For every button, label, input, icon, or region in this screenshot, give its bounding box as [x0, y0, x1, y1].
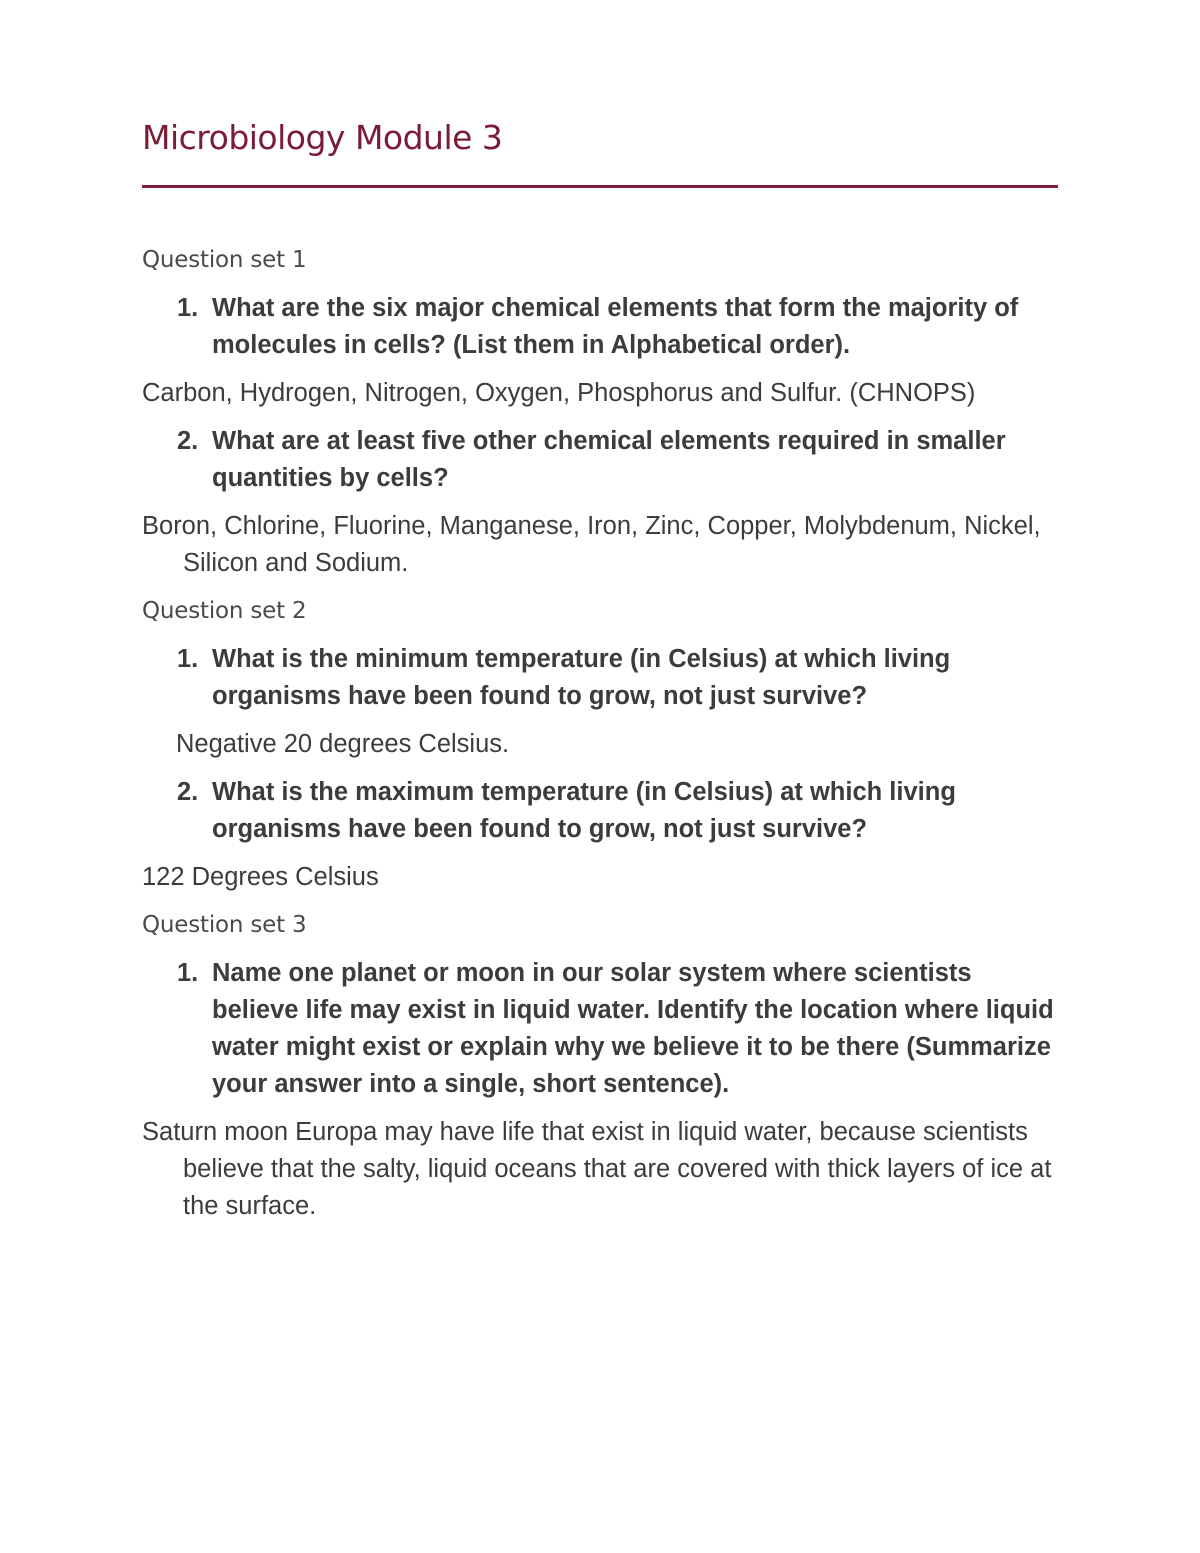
answer-1-1: Carbon, Hydrogen, Nitrogen, Oxygen, Phosphorus and Sulfur. (CHNOPS) [142, 379, 976, 407]
question-2-1 [142, 641, 1060, 715]
title-divider [142, 185, 1058, 188]
section-heading-1: Question set 1 [142, 247, 307, 273]
answer-1-2: Boron, Chlorine, Fluorine, Manganese, Iron, Zinc, Copper, Molybdenum, Nickel, Silicon and Sodium. [142, 512, 1041, 577]
answer-2-2: 122 Degrees Celsius [142, 863, 379, 891]
question-number: 2. [177, 427, 199, 455]
question-text: What are the six major chemical elements that form the majority of molecules in cells? (List them in Alphabetical order). [212, 294, 1019, 359]
question-number: 1. [177, 645, 199, 673]
section-heading-3: Question set 3 [142, 912, 307, 938]
question-number: 1. [177, 959, 199, 987]
question-number: 2. [177, 778, 199, 806]
document-title: Microbiology Module 3 [142, 118, 503, 157]
question-2-2 [142, 774, 1060, 848]
question-number: 1. [177, 294, 199, 322]
section-heading-2: Question set 2 [142, 598, 307, 624]
document-body [142, 242, 1060, 1236]
question-1-1 [142, 290, 1060, 364]
answer-2-1: Negative 20 degrees Celsius. [176, 730, 510, 758]
question-text: Name one planet or moon in our solar system where scientists believe life may exist in liquid water. Identify the location where liquid water might exist or explain why we believe it to be there (Summarize your answer into a single, short sentence). [212, 959, 1054, 1098]
question-1-2 [142, 423, 1060, 497]
question-text: What is the minimum temperature (in Celsius) at which living organisms have been found to grow, not just survive? [212, 645, 951, 710]
question-3-1 [142, 955, 1060, 1103]
question-text: What are at least five other chemical elements required in smaller quantities by cells? [212, 427, 1006, 492]
question-text: What is the maximum temperature (in Celsius) at which living organisms have been found to grow, not just survive? [212, 778, 956, 843]
answer-3-1: Saturn moon Europa may have life that exist in liquid water, because scientists believe that the salty, liquid oceans that are covered with thick layers of ice at the surface. [142, 1118, 1052, 1220]
